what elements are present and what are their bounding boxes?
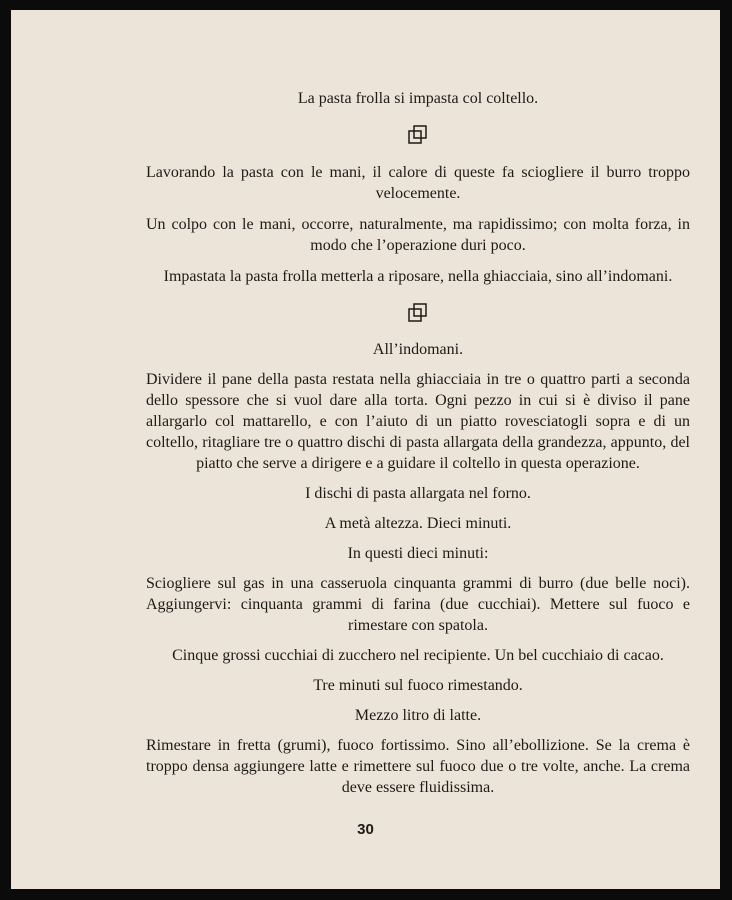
page-number: 30 — [357, 821, 374, 838]
next-day-heading: All’indomani. — [372, 341, 464, 358]
line-sugar-cocoa: Cinque grossi cucchiai di zucchero nel recipiente. Un bel cucchiaio di cacao. — [172, 647, 664, 664]
book-page — [11, 10, 720, 889]
paragraph-quick-blow: Un colpo con le mani, occorre, naturalmente, ma rapidissimo; con molta forza, in modo che l’operazione duri poco. — [146, 216, 690, 254]
line-discs-oven: I dischi di pasta allargata nel forno. — [305, 485, 531, 502]
paragraph-divide-dough: Dividere il pane della pasta restata nella ghiacciaia in tre o quattro parti a seconda dello spessore che si vuol dare alla torta. Ogni pezzo in cui si è diviso il pane allargarlo col mattarello, e con l’aiuto di un piatto rovesciatogli sopra e di un coltello, ritagliare tre o quattro dischi di pasta allargata della grandezza, appunto, del piatto che serve a dirigere e a guidare il coltello in questa operazione. — [146, 371, 690, 472]
paragraph-rest-overnight: Impastata la pasta frolla metterla a riposare, nella ghiacciaia, sino all’indomani. — [163, 268, 673, 285]
line-half-height: A metà altezza. Dieci minuti. — [324, 515, 512, 532]
paragraph-melt-butter: Sciogliere sul gas in una casseruola cinquanta grammi di burro (due belle noci). Aggiungervi: cinquanta grammi di farina (due cucchiai). Mettere sul fuoco e rimestare con spatola. — [146, 575, 690, 634]
paragraph-stir-boil: Rimestare in fretta (grumi), fuoco fortissimo. Sino all’ebollizione. Se la crema è troppo densa aggiungere latte e rimettere sul fuoco due o tre volte, anche. La crema deve essere fluidissima. — [146, 737, 690, 796]
line-ten-minutes: In questi dieci minuti: — [347, 545, 489, 562]
line-three-minutes: Tre minuti sul fuoco rimestando. — [313, 677, 523, 694]
overlapping-squares-ornament-icon — [407, 124, 429, 146]
opening-line: La pasta frolla si impasta col coltello. — [297, 90, 539, 107]
paragraph-hand-heat: Lavorando la pasta con le mani, il calore di queste fa sciogliere il burro troppo velocemente. — [146, 164, 690, 202]
overlapping-squares-ornament-icon — [407, 302, 429, 324]
line-half-liter-milk: Mezzo litro di latte. — [354, 707, 482, 724]
page-content — [146, 88, 690, 798]
